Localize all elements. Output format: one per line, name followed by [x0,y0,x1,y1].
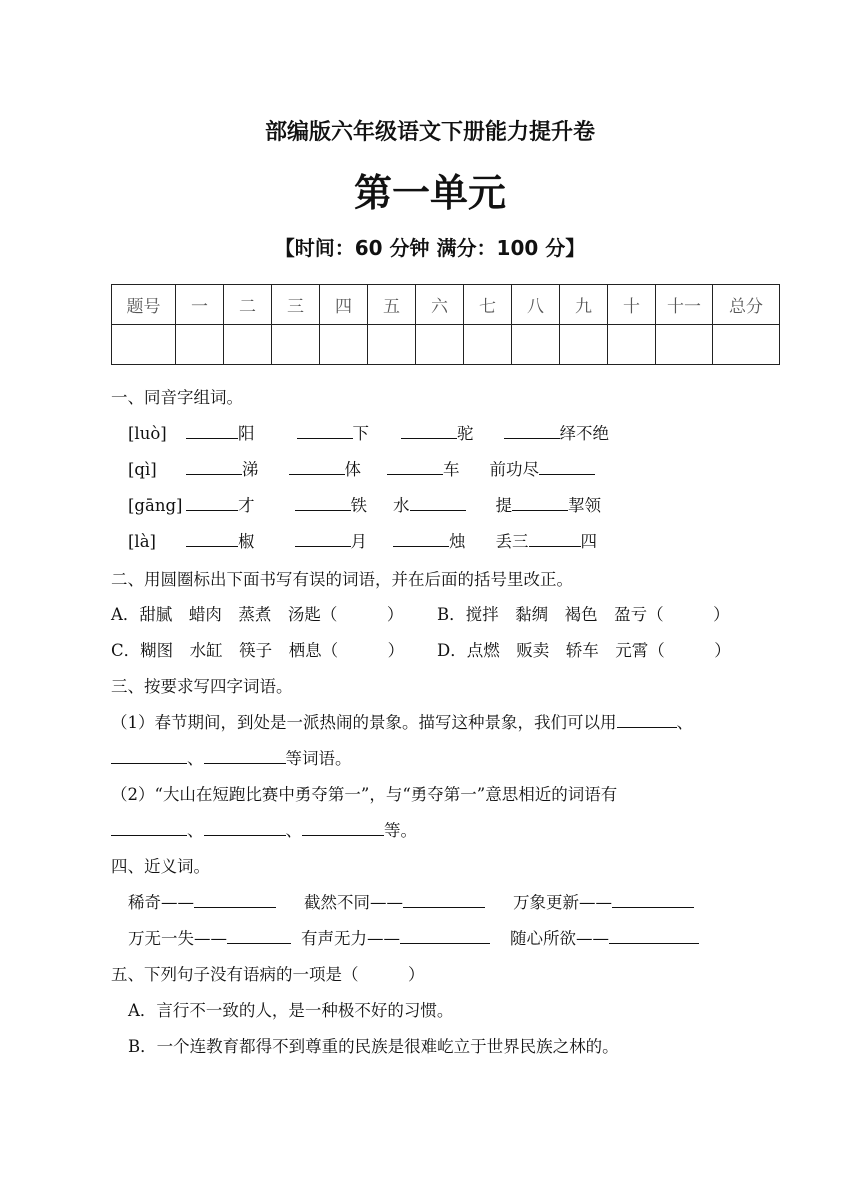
answer-blank[interactable] [111,819,187,836]
score-cell[interactable] [224,325,272,365]
q5-option-a[interactable]: A．言行不一致的人，是一种极不好的习惯。 [128,1001,454,1020]
table-cell: 五 [368,285,416,325]
q1-row-gang [128,492,601,516]
word-part: 烛 [449,532,466,551]
paper-title: 第一单元 [353,171,506,215]
word-part: 体 [344,460,361,479]
question-text: 等。 [384,821,417,840]
exam-meta: 【时间：60 分钟 满分：100 分】 [274,236,586,260]
table-cell: 九 [560,285,608,325]
table-cell: 二 [224,285,272,325]
answer-blank[interactable] [612,891,694,908]
word-part: 四 [580,532,597,551]
answer-blank[interactable] [400,927,490,944]
answer-blank[interactable] [295,530,351,547]
pinyin-label: [luò] [128,424,167,443]
q2-option-a: A．甜腻 蜡肉 蒸煮 汤匙（ ） [111,605,404,624]
score-cell[interactable] [608,325,656,365]
score-cell[interactable] [512,325,560,365]
answer-blank[interactable] [204,819,286,836]
q1-row-qi [128,456,595,480]
answer-blank[interactable] [295,494,351,511]
answer-blank[interactable] [512,494,568,511]
score-cell[interactable] [368,325,416,365]
word-part: 下 [352,424,369,443]
word-part: 涕 [242,460,259,479]
separator: 、 [285,821,302,840]
q3-heading: 三、按要求写四字词语。 [111,677,293,696]
word-part: 提 [495,496,512,515]
table-cell: 总分 [713,285,780,325]
answer-blank[interactable] [539,458,595,475]
answer-blank[interactable] [302,819,384,836]
answer-blank[interactable] [227,927,291,944]
q3-part1-cont [111,745,352,769]
q1-row-luo [128,420,609,444]
answer-blank[interactable] [393,530,449,547]
score-table [111,284,780,365]
score-table-value-row [112,325,780,365]
q2-option-c: C．糊图 水缸 筷子 栖息（ ） [111,641,405,660]
table-cell: 十一 [656,285,713,325]
word-part: 驼 [457,424,474,443]
answer-blank[interactable] [617,711,677,728]
answer-blank[interactable] [504,422,560,439]
word-part: 车 [443,460,460,479]
q1-row-la [128,528,597,552]
answer-blank[interactable] [194,891,276,908]
answer-blank[interactable] [289,458,345,475]
synonym-prompt: 万象更新—— [513,893,612,912]
score-cell[interactable] [656,325,713,365]
answer-blank[interactable] [410,494,466,511]
word-part: 水 [393,496,410,515]
word-part: 铁 [350,496,367,515]
answer-blank[interactable] [186,530,238,547]
word-part: 阳 [238,424,255,443]
synonym-prompt: 截然不同—— [304,893,403,912]
answer-blank[interactable] [297,422,353,439]
answer-blank[interactable] [186,422,238,439]
word-part: 月 [350,532,367,551]
table-cell: 十 [608,285,656,325]
table-cell: 四 [320,285,368,325]
answer-blank[interactable] [401,422,457,439]
q4-row-2 [128,925,699,949]
pinyin-label: [qì] [128,460,157,479]
table-cell: 一 [176,285,224,325]
word-part: 才 [238,496,255,515]
answer-blank[interactable] [609,927,699,944]
question-text: （1）春节期间，到处是一派热闹的景象。描写这种景象，我们可以用 [111,713,617,732]
separator: 、 [676,713,693,732]
score-cell[interactable] [112,325,176,365]
separator: 、 [187,749,204,768]
answer-blank[interactable] [186,458,242,475]
answer-blank[interactable] [387,458,443,475]
q3-part2: （2）“大山在短跑比赛中勇夺第一”，与“勇夺第一”意思相近的词语有 [111,785,618,804]
score-cell[interactable] [320,325,368,365]
score-cell[interactable] [416,325,464,365]
pinyin-label: [là] [128,532,156,551]
pinyin-label: [gāng] [128,496,183,515]
word-part: 绎不绝 [559,424,609,443]
score-cell[interactable] [272,325,320,365]
q2-option-b: B．搅拌 黏绸 褐色 盈亏（ ） [437,605,730,624]
score-cell[interactable] [176,325,224,365]
q5-option-b[interactable]: B．一个连教育都得不到尊重的民族是很难屹立于世界民族之林的。 [128,1037,619,1056]
q2-option-d: D．点燃 贩卖 轿车 元霄（ ） [437,641,731,660]
answer-blank[interactable] [204,747,286,764]
answer-blank[interactable] [186,494,238,511]
word-part: 丢三 [495,532,529,551]
answer-blank[interactable] [111,747,187,764]
score-table-header-row [112,285,780,325]
score-cell[interactable] [713,325,780,365]
word-part: 椒 [238,532,255,551]
table-cell: 题号 [112,285,176,325]
answer-blank[interactable] [403,891,485,908]
synonym-prompt: 万无一失—— [128,929,227,948]
q1-heading: 一、同音字组词。 [111,388,243,407]
q3-part1 [111,709,693,733]
synonym-prompt: 有声无力—— [301,929,400,948]
q3-part2-cont [111,817,417,841]
q2-heading: 二、用圆圈标出下面书写有误的词语，并在后面的括号里改正。 [111,570,573,589]
answer-blank[interactable] [529,530,581,547]
score-cell[interactable] [464,325,512,365]
word-part: 挈领 [568,496,601,515]
q4-heading: 四、近义词。 [111,857,210,876]
synonym-prompt: 稀奇—— [128,893,194,912]
q4-row-1 [128,889,694,913]
table-cell: 三 [272,285,320,325]
question-text: 等词语。 [285,749,352,768]
table-cell: 七 [464,285,512,325]
table-cell: 八 [512,285,560,325]
q5-heading: 五、下列句子没有语病的一项是（ ） [111,965,425,984]
synonym-prompt: 随心所欲—— [510,929,609,948]
paper-subtitle: 部编版六年级语文下册能力提升卷 [264,120,595,145]
separator: 、 [187,821,204,840]
table-cell: 六 [416,285,464,325]
word-part: 前功尽 [489,460,539,479]
score-cell[interactable] [560,325,608,365]
